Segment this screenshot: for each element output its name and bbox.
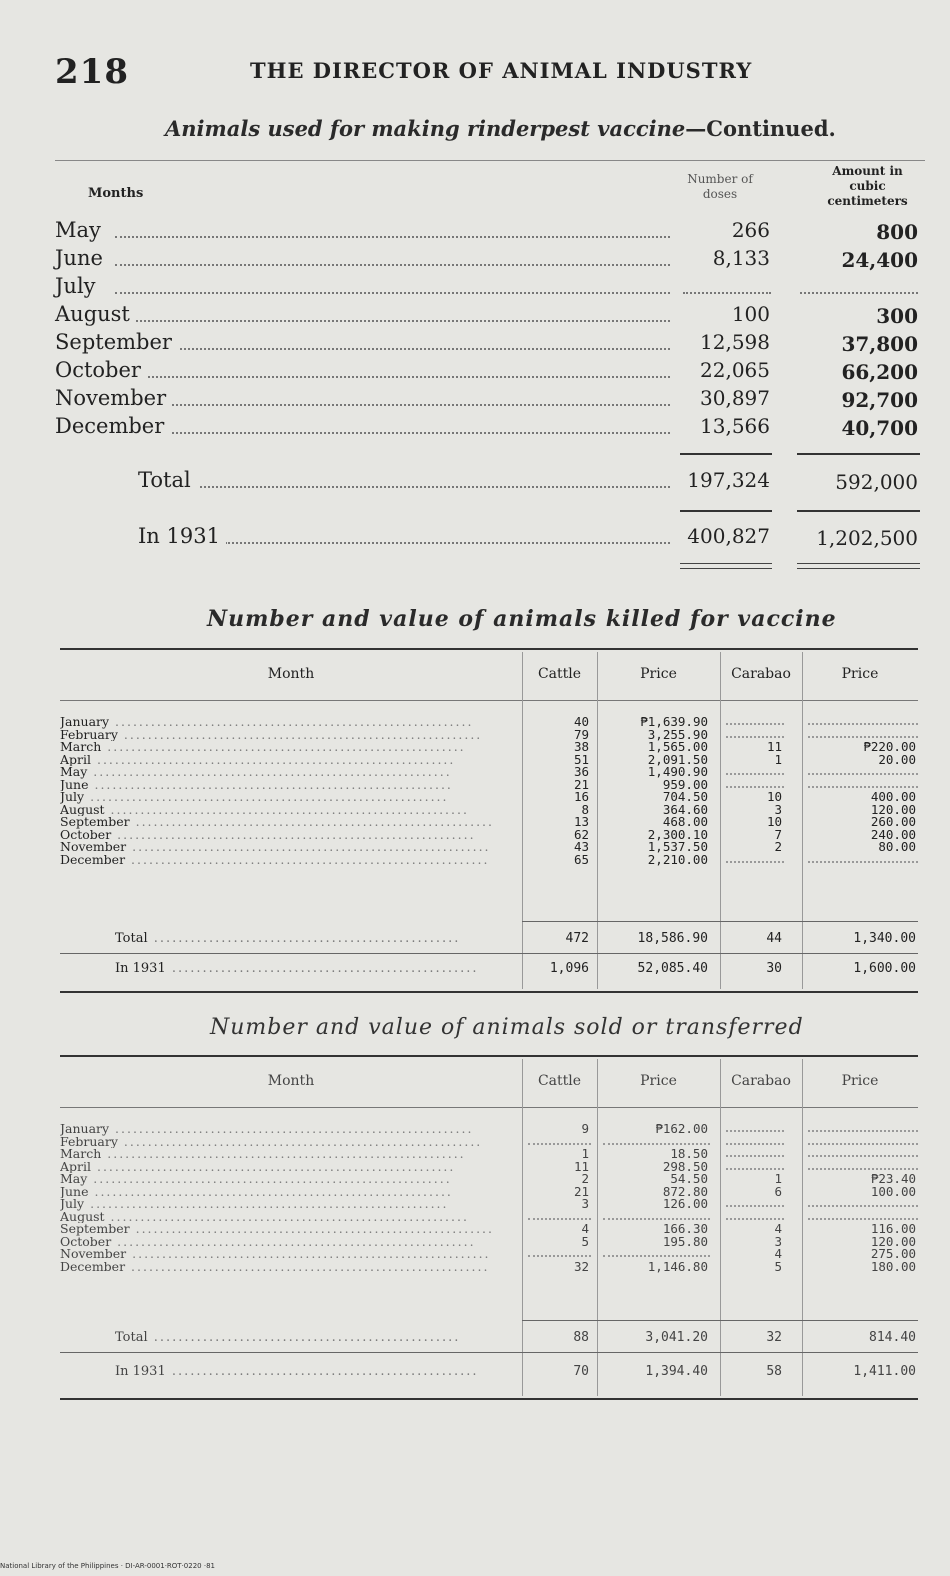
killed-total-cattle-price-value: 18,586.90	[637, 931, 708, 946]
killed-carabao-value: 11	[766, 739, 782, 754]
sold-month-text: May	[60, 1173, 88, 1186]
killed-cattle-value: 65	[573, 851, 589, 867]
table-top-rule	[60, 1055, 918, 1057]
doses-prior-rule	[680, 510, 772, 512]
amount-header-line3: centimeters	[827, 194, 908, 208]
sold-month-label	[60, 1136, 510, 1149]
vaccine-row	[55, 246, 925, 272]
killed-cattle-price-value: 2,091.50	[647, 751, 708, 767]
killed-prior-carabao-value: 30	[766, 961, 782, 976]
killed-total-label	[115, 931, 515, 946]
row-leader-dots: ............................................................	[87, 766, 452, 779]
vaccine-row	[55, 358, 925, 384]
killed-prior-cattle-price-value: 52,085.40	[637, 961, 708, 976]
vaccine-row-amount: 66,200	[841, 360, 918, 384]
row-leader-dots: ..................................................	[165, 961, 479, 976]
table-mid-rule	[60, 953, 918, 954]
sold-carabao-price-value: 100.00	[870, 1183, 916, 1199]
row-leader-dots: ............................................................	[87, 1173, 452, 1186]
doses-header-line2: doses	[702, 187, 738, 201]
empty-cell-dots	[808, 786, 918, 788]
row-leader-dots: ............................................................	[126, 841, 491, 854]
empty-cell-dots	[808, 736, 918, 738]
row-leader-dots: ............................................................	[129, 1223, 495, 1236]
killed-cattle-value: 21	[573, 776, 589, 792]
killed-carabao-value: 10	[766, 814, 782, 829]
sold-cattle-value: 5	[581, 1233, 589, 1249]
row-leader-dots	[115, 264, 670, 266]
killed-cattle-price-value: 2,300.10	[647, 826, 708, 842]
killed-carabao-value: 7	[774, 826, 782, 842]
vaccine-row-amount: 800	[876, 220, 918, 244]
vaccine-row-doses: 13,566	[700, 414, 770, 438]
killed-cattle-price-value: 468.00	[662, 814, 708, 829]
killed-month-label	[60, 716, 510, 729]
row-leader-dots: ............................................................	[125, 1260, 490, 1273]
sold-month-label	[60, 1261, 510, 1274]
empty-cell-dots	[726, 736, 784, 738]
empty-cell-dots	[808, 1130, 918, 1132]
amount-double-rule	[797, 563, 920, 564]
sold-month-text: June	[60, 1185, 89, 1198]
sold-total-carabao-price-value: 814.40	[869, 1330, 916, 1345]
empty-cell-dots	[726, 1155, 784, 1157]
vaccine-total-amount: 592,000	[835, 470, 918, 494]
sold-carabao-value: 3	[774, 1233, 782, 1249]
vaccine-prior-row	[55, 524, 925, 550]
sold-month-label	[60, 1198, 510, 1211]
killed-prior-cattle-value: 1,096	[549, 961, 589, 976]
empty-cell-dots	[603, 1255, 710, 1257]
sold-cattle-price-value: 195.80	[662, 1233, 708, 1249]
vaccine-row	[55, 218, 925, 244]
killed-cattle-value: 79	[573, 726, 589, 742]
sold-total-cattle-value: 88	[573, 1330, 589, 1345]
vaccine-row-month: June	[55, 246, 109, 270]
killed-month-text: March	[60, 741, 102, 754]
sold-cattle-value: 4	[581, 1221, 589, 1236]
sold-cattle-value: 21	[573, 1183, 589, 1199]
empty-cell-dots	[726, 1168, 784, 1170]
sold-carabao-price-value: 116.00	[870, 1221, 916, 1236]
sold-cattle-value: 2	[581, 1171, 589, 1186]
vaccine-total-label: Total	[138, 468, 197, 492]
vaccine-row-month: July	[55, 274, 102, 298]
vaccine-row-doses: 8,133	[712, 246, 770, 270]
sold-month-label	[60, 1223, 510, 1236]
sold-month-text: September	[60, 1223, 130, 1236]
empty-cell-dots	[726, 786, 784, 788]
killed-prior-label-text: In 1931	[115, 961, 166, 976]
empty-cell-dots	[808, 723, 918, 725]
row-leader-dots	[115, 236, 670, 238]
killed-month-text: December	[60, 853, 126, 866]
killed-prior-label	[115, 961, 515, 976]
empty-amount-dash	[800, 292, 918, 294]
table-bottom-rule	[60, 991, 918, 993]
sold-carabao-price-value: ₱23.40	[870, 1171, 916, 1186]
row-leader-dots: ............................................................	[91, 1160, 456, 1173]
sold-table	[60, 1055, 918, 1405]
killed-cattle-price-value: ₱1,639.90	[640, 714, 708, 729]
row-leader-dots: ............................................................	[126, 1248, 491, 1261]
sold-total-cattle-price-value: 3,041.20	[645, 1330, 708, 1345]
killed-month-label	[60, 754, 510, 767]
killed-prior-carabao-price-value: 1,600.00	[853, 961, 916, 976]
killed-table	[60, 648, 918, 988]
table-bottom-rule	[60, 1398, 918, 1400]
sold-cattle-price-value: ₱162.00	[655, 1121, 708, 1136]
empty-cell-dots	[808, 1218, 918, 1220]
row-leader-dots: ............................................................	[104, 1210, 469, 1223]
killed-month-label	[60, 816, 510, 829]
sold-cattle-price-value: 18.50	[670, 1146, 708, 1161]
vaccine-total-row	[55, 468, 925, 494]
empty-cell-dots	[808, 1205, 918, 1207]
vaccine-caption-italic: Animals used for making rinderpest vaccine	[165, 116, 686, 141]
sold-month-text: December	[60, 1260, 126, 1273]
sold-cattle-price-value: 872.80	[662, 1183, 708, 1199]
amount-total-rule	[797, 453, 920, 455]
row-leader-dots	[115, 404, 670, 406]
sold-prior-carabao-value: 58	[766, 1364, 782, 1379]
amount-header	[810, 164, 925, 209]
sold-cattle-value: 3	[581, 1196, 589, 1211]
vaccine-row-doses: 22,065	[700, 358, 770, 382]
killed-month-header: Month	[267, 666, 315, 682]
sold-cattle-price-header: Price	[640, 1073, 677, 1089]
sold-prior-carabao-price-value: 1,411.00	[853, 1364, 916, 1379]
row-leader-dots: ............................................................	[101, 1148, 466, 1161]
sold-carabao-value: 6	[774, 1183, 782, 1199]
vaccine-row-month: October	[55, 358, 147, 382]
page-header	[55, 52, 925, 92]
killed-cattle-price-value: 364.60	[662, 801, 708, 817]
sold-prior-cattle-price-value: 1,394.40	[645, 1364, 708, 1379]
killed-month-label	[60, 841, 510, 854]
killed-month-text: January	[60, 716, 110, 729]
vaccine-row-amount: 92,700	[841, 388, 918, 412]
vaccine-row	[55, 386, 925, 412]
sold-prior-label	[115, 1364, 515, 1379]
killed-month-label	[60, 779, 510, 792]
killed-month-text: February	[60, 728, 118, 741]
empty-cell-dots	[808, 1168, 918, 1170]
sold-cattle-price-value: 166.30	[662, 1221, 708, 1236]
sold-month-label	[60, 1211, 510, 1224]
killed-carabao-value: 10	[766, 789, 782, 804]
doses-total-rule	[680, 453, 772, 455]
sold-cattle-value: 32	[573, 1258, 589, 1274]
doses-double-rule	[680, 563, 772, 564]
killed-cattle-value: 62	[573, 826, 589, 842]
row-leader-dots: ............................................................	[111, 1235, 476, 1248]
empty-cell-dots	[808, 1143, 918, 1145]
doses-double-rule	[680, 568, 772, 569]
sold-month-header: Month	[267, 1073, 315, 1089]
empty-cell-dots	[808, 1155, 918, 1157]
vaccine-row-month: November	[55, 386, 172, 410]
sold-month-label	[60, 1148, 510, 1161]
row-leader-dots: ..................................................	[165, 1364, 479, 1379]
killed-carabao-price-header: Price	[841, 666, 879, 682]
killed-carabao-header: Carabao	[731, 666, 791, 682]
row-leader-dots: ............................................................	[104, 803, 469, 816]
header-bottom-rule	[60, 1107, 918, 1108]
killed-total-carabao-value: 44	[766, 931, 782, 946]
row-leader-dots: ..................................................	[147, 931, 461, 946]
table-mid-rule	[60, 1352, 918, 1353]
vaccine-row-doses: 266	[731, 218, 770, 242]
doses-header	[665, 172, 775, 202]
empty-cell-dots	[726, 1130, 784, 1132]
killed-month-label	[60, 854, 510, 867]
sold-prior-cattle-value: 70	[573, 1364, 589, 1379]
row-leader-dots: ............................................................	[101, 741, 466, 754]
killed-carabao-price-value: 20.00	[878, 751, 916, 767]
sold-carabao-value: 4	[774, 1246, 782, 1261]
killed-carabao-price-value: 120.00	[870, 801, 916, 817]
amount-header-line2: cubic	[849, 179, 886, 193]
vaccine-caption-suffix: —Continued.	[685, 116, 836, 141]
sold-cattle-value: 1	[581, 1146, 589, 1161]
row-leader-dots	[115, 348, 670, 350]
row-leader-dots	[115, 432, 670, 434]
killed-cattle-price-value: 1,537.50	[647, 839, 708, 854]
sold-carabao-price-value: 275.00	[870, 1246, 916, 1261]
row-leader-dots: ............................................................	[109, 716, 474, 729]
sold-cattle-value: 11	[573, 1158, 589, 1174]
sold-carabao-price-header: Price	[841, 1073, 879, 1089]
sold-cattle-price-value: 298.50	[662, 1158, 708, 1174]
killed-cattle-price-value: 704.50	[662, 789, 708, 804]
killed-month-label	[60, 729, 510, 742]
vaccine-row-doses: 12,598	[700, 330, 770, 354]
killed-cattle-price-value: 1,565.00	[647, 739, 708, 754]
sold-month-text: November	[60, 1248, 127, 1261]
vaccine-table-caption	[165, 116, 836, 141]
killed-cattle-value: 51	[573, 751, 589, 767]
sold-prior-label-text: In 1931	[115, 1364, 166, 1379]
empty-cell-dots	[603, 1143, 710, 1145]
header-bottom-rule	[60, 700, 918, 701]
sold-month-label	[60, 1186, 510, 1199]
sold-cattle-header: Cattle	[537, 1073, 582, 1089]
row-leader-dots	[225, 542, 670, 544]
killed-cattle-value: 8	[581, 801, 589, 817]
killed-carabao-value: 3	[774, 801, 782, 817]
doses-header-line1: Number of	[687, 172, 753, 186]
killed-month-label	[60, 741, 510, 754]
empty-doses-dash	[683, 292, 771, 294]
sold-month-text: July	[60, 1198, 85, 1211]
empty-cell-dots	[528, 1255, 591, 1257]
killed-total-carabao-price-value: 1,340.00	[853, 931, 916, 946]
killed-carabao-price-value: 240.00	[870, 826, 916, 842]
amount-header-line1: Amount in	[832, 164, 903, 178]
killed-cattle-price-value: 959.00	[662, 776, 708, 792]
sold-month-text: January	[60, 1123, 110, 1136]
sold-cattle-value: 9	[581, 1121, 589, 1136]
vaccine-row-doses: 100	[731, 302, 770, 326]
vaccine-row-month: May	[55, 218, 107, 242]
vaccine-row-amount: 300	[876, 304, 918, 328]
total-rule	[522, 921, 918, 922]
vaccine-prior-amount: 1,202,500	[816, 526, 918, 550]
killed-month-text: October	[60, 828, 112, 841]
vaccine-row	[55, 330, 925, 356]
empty-cell-dots	[726, 861, 784, 863]
vaccine-table	[55, 160, 925, 590]
vaccine-row-amount: 37,800	[841, 332, 918, 356]
killed-carabao-value: 2	[774, 839, 782, 854]
row-leader-dots: ............................................................	[88, 1185, 453, 1198]
months-header: Months	[88, 186, 144, 201]
killed-table-caption: Number and value of animals killed for vaccine	[207, 606, 837, 632]
sold-cattle-price-value: 1,146.80	[647, 1258, 708, 1274]
row-leader-dots: ............................................................	[84, 1198, 449, 1211]
vaccine-row-month: August	[55, 302, 136, 326]
killed-cattle-price-value: 1,490.90	[647, 764, 708, 779]
killed-month-label	[60, 766, 510, 779]
vaccine-row-amount: 24,400	[841, 248, 918, 272]
sold-carabao-price-value: 180.00	[870, 1258, 916, 1274]
sold-month-label	[60, 1123, 510, 1136]
sold-total-label-text: Total	[115, 1330, 148, 1345]
sold-month-text: April	[60, 1160, 91, 1173]
vaccine-row-month: December	[55, 414, 170, 438]
empty-cell-dots	[726, 1218, 784, 1220]
sold-cattle-price-value: 54.50	[670, 1171, 708, 1186]
sold-total-label	[115, 1330, 515, 1345]
sold-table-caption: Number and value of animals sold or transferred	[210, 1015, 804, 1040]
killed-cattle-value: 38	[573, 739, 589, 754]
vaccine-row	[55, 274, 925, 300]
row-leader-dots: ............................................................	[129, 816, 495, 829]
killed-month-text: June	[60, 778, 89, 791]
amount-prior-rule	[797, 510, 920, 512]
row-leader-dots: ............................................................	[109, 1123, 474, 1136]
sold-carabao-header: Carabao	[731, 1073, 791, 1089]
empty-cell-dots	[726, 773, 784, 775]
killed-cattle-price-value: 2,210.00	[647, 851, 708, 867]
vaccine-total-doses: 197,324	[687, 468, 770, 492]
table-top-rule	[55, 160, 925, 161]
row-leader-dots: ............................................................	[84, 791, 449, 804]
row-leader-dots	[115, 376, 670, 378]
empty-cell-dots	[528, 1218, 591, 1220]
killed-carabao-price-value: 400.00	[870, 789, 916, 804]
vaccine-prior-doses: 400,827	[687, 524, 770, 548]
killed-carabao-price-value: 80.00	[878, 839, 916, 854]
sold-carabao-value: 1	[774, 1171, 782, 1186]
killed-month-label	[60, 804, 510, 817]
killed-cattle-value: 13	[573, 814, 589, 829]
sold-month-label	[60, 1236, 510, 1249]
killed-month-label	[60, 829, 510, 842]
sold-month-text: February	[60, 1135, 118, 1148]
total-rule	[522, 1320, 918, 1321]
row-leader-dots: ..................................................	[147, 1330, 461, 1345]
page-footer: National Library of the Philippines · DI-AR-0001·ROT·0220 ·81	[0, 1562, 215, 1570]
row-leader-dots: ............................................................	[117, 1135, 483, 1148]
row-leader-dots	[115, 320, 670, 322]
killed-cattle-value: 43	[573, 839, 589, 854]
killed-cattle-value: 36	[573, 764, 589, 779]
empty-cell-dots	[603, 1218, 710, 1220]
row-leader-dots: ............................................................	[88, 778, 453, 791]
row-leader-dots: ............................................................	[111, 828, 476, 841]
killed-cattle-price-value: 3,255.90	[647, 726, 708, 742]
killed-carabao-price-value: ₱220.00	[863, 739, 916, 754]
killed-month-text: September	[60, 816, 130, 829]
row-leader-dots: ............................................................	[125, 853, 490, 866]
killed-month-text: July	[60, 791, 85, 804]
killed-cattle-value: 40	[573, 714, 589, 729]
killed-month-text: August	[60, 803, 105, 816]
killed-carabao-value: 1	[774, 751, 782, 767]
vaccine-row-month: September	[55, 330, 178, 354]
sold-month-text: March	[60, 1148, 102, 1161]
empty-cell-dots	[808, 861, 918, 863]
sold-month-text: August	[60, 1210, 105, 1223]
sold-month-label	[60, 1248, 510, 1261]
empty-cell-dots	[726, 723, 784, 725]
sold-total-carabao-value: 32	[766, 1330, 782, 1345]
sold-month-text: October	[60, 1235, 112, 1248]
vaccine-row	[55, 414, 925, 440]
killed-cattle-price-header: Price	[640, 666, 677, 682]
amount-double-rule	[797, 568, 920, 569]
sold-cattle-price-value: 126.00	[662, 1196, 708, 1211]
empty-cell-dots	[528, 1143, 591, 1145]
sold-carabao-price-value: 120.00	[870, 1233, 916, 1249]
killed-total-label-text: Total	[115, 931, 148, 946]
killed-total-cattle-value: 472	[565, 931, 589, 946]
empty-cell-dots	[808, 773, 918, 775]
vaccine-prior-label: In 1931	[138, 524, 226, 548]
running-title: THE DIRECTOR OF ANIMAL INDUSTRY	[250, 58, 753, 83]
sold-carabao-value: 5	[774, 1258, 782, 1274]
empty-cell-dots	[726, 1205, 784, 1207]
vaccine-row	[55, 302, 925, 328]
killed-month-text: May	[60, 766, 88, 779]
killed-month-text: November	[60, 841, 127, 854]
vaccine-row-amount: 40,700	[841, 416, 918, 440]
table-top-rule	[60, 648, 918, 650]
killed-month-text: April	[60, 753, 91, 766]
row-leader-dots: ............................................................	[117, 728, 483, 741]
sold-carabao-value: 4	[774, 1221, 782, 1236]
killed-carabao-price-value: 260.00	[870, 814, 916, 829]
page-number: 218	[55, 52, 129, 92]
empty-cell-dots	[726, 1143, 784, 1145]
sold-month-label	[60, 1173, 510, 1186]
row-leader-dots	[115, 292, 670, 294]
vaccine-row-doses: 30,897	[700, 386, 770, 410]
killed-month-label	[60, 791, 510, 804]
row-leader-dots	[195, 486, 670, 488]
killed-cattle-value: 16	[573, 789, 589, 804]
killed-cattle-header: Cattle	[537, 666, 582, 682]
row-leader-dots: ............................................................	[91, 753, 456, 766]
sold-month-label	[60, 1161, 510, 1174]
